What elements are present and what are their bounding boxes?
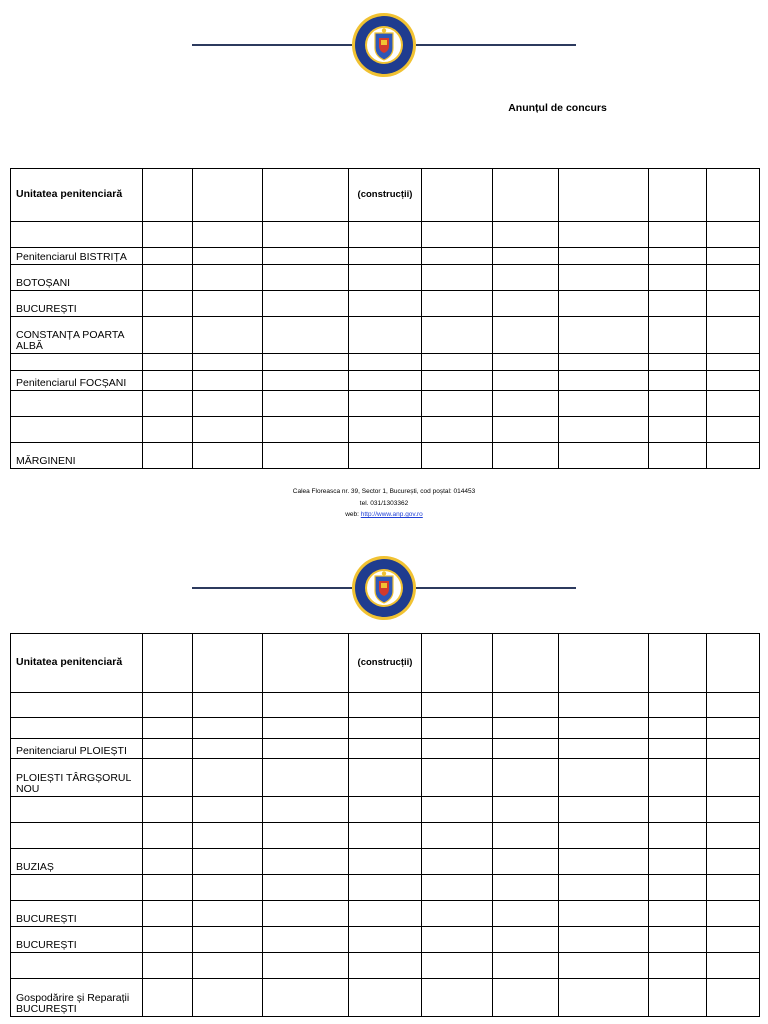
table-cell <box>649 317 707 354</box>
table-cell <box>193 823 263 849</box>
table-cell <box>193 739 263 759</box>
table-cell <box>559 927 649 953</box>
table-cell <box>422 222 493 248</box>
table-cell <box>263 849 349 875</box>
header-cell <box>263 634 349 693</box>
table-cell <box>143 248 193 265</box>
table-row <box>11 417 760 443</box>
table-cell <box>707 354 760 371</box>
table-row <box>11 371 760 391</box>
header-construction: (construcții) <box>349 634 422 693</box>
table-cell <box>193 927 263 953</box>
table-cell <box>649 291 707 317</box>
table-cell <box>559 739 649 759</box>
table-cell <box>559 718 649 739</box>
table-cell <box>193 875 263 901</box>
table-cell <box>493 979 559 1017</box>
table-cell <box>422 797 493 823</box>
footer-phone: tel. 031/1303362 <box>359 499 409 507</box>
table-cell <box>349 739 422 759</box>
header-cell <box>649 634 707 693</box>
table-cell <box>349 979 422 1017</box>
header-cell <box>707 634 760 693</box>
announcement-title: Anunțul de concurs <box>508 102 607 114</box>
table-row <box>11 849 760 875</box>
unit-cell <box>11 797 143 823</box>
table-cell <box>493 739 559 759</box>
table-cell <box>422 371 493 391</box>
table-header-row <box>11 169 760 222</box>
table-cell <box>143 739 193 759</box>
table-cell <box>559 354 649 371</box>
table-cell <box>193 317 263 354</box>
unit-cell: BUCUREȘTI <box>11 901 143 927</box>
table-cell <box>193 759 263 797</box>
table-cell <box>422 317 493 354</box>
table-cell <box>263 797 349 823</box>
table-cell <box>707 291 760 317</box>
table-cell <box>422 875 493 901</box>
table-cell <box>493 759 559 797</box>
table-cell <box>349 265 422 291</box>
table-cell <box>493 953 559 979</box>
table-cell <box>707 979 760 1017</box>
table-cell <box>559 953 649 979</box>
table-cell <box>707 953 760 979</box>
table-row <box>11 875 760 901</box>
ministry-seal-icon <box>351 555 417 621</box>
table-cell <box>349 693 422 718</box>
table-cell <box>263 317 349 354</box>
table-cell <box>422 901 493 927</box>
table-cell <box>422 759 493 797</box>
table-cell <box>707 927 760 953</box>
table-cell <box>349 901 422 927</box>
table-cell <box>649 953 707 979</box>
header-cell <box>143 169 193 222</box>
table-cell <box>193 248 263 265</box>
table-cell <box>493 265 559 291</box>
table-cell <box>263 354 349 371</box>
table-cell <box>349 953 422 979</box>
table-cell <box>649 759 707 797</box>
table-cell <box>649 248 707 265</box>
header-rule-right-2 <box>416 587 576 589</box>
table-cell <box>493 222 559 248</box>
table-row <box>11 354 760 371</box>
table-cell <box>559 391 649 417</box>
table-cell <box>193 797 263 823</box>
table-cell <box>422 849 493 875</box>
table-cell <box>422 248 493 265</box>
header-cell <box>422 169 493 222</box>
header-cell <box>193 169 263 222</box>
unit-cell: Penitenciarul FOCȘANI <box>11 371 143 391</box>
unit-cell: BUCUREȘTI <box>11 927 143 953</box>
table-cell <box>349 823 422 849</box>
unit-cell: Penitenciarul BISTRIȚA <box>11 248 143 265</box>
table-cell <box>559 443 649 469</box>
unit-cell <box>11 718 143 739</box>
table-row <box>11 797 760 823</box>
table-cell <box>707 417 760 443</box>
table-row <box>11 222 760 248</box>
table-cell <box>193 391 263 417</box>
table-cell <box>143 875 193 901</box>
table-cell <box>649 875 707 901</box>
table-cell <box>263 693 349 718</box>
positions-table-1 <box>10 168 760 469</box>
table-row <box>11 265 760 291</box>
table-cell <box>559 265 649 291</box>
table-cell <box>263 875 349 901</box>
table-cell <box>493 823 559 849</box>
table-cell <box>707 317 760 354</box>
table-cell <box>349 317 422 354</box>
header-cell <box>559 169 649 222</box>
table-row <box>11 443 760 469</box>
table-cell <box>263 739 349 759</box>
table-cell <box>349 371 422 391</box>
table-cell <box>649 417 707 443</box>
table-row <box>11 927 760 953</box>
table-cell <box>559 222 649 248</box>
table-cell <box>143 317 193 354</box>
table-cell <box>193 291 263 317</box>
table-body <box>11 634 760 1017</box>
table-cell <box>649 693 707 718</box>
table-cell <box>263 265 349 291</box>
table-body <box>11 169 760 469</box>
table-cell <box>422 354 493 371</box>
table-cell <box>649 391 707 417</box>
table-cell <box>193 417 263 443</box>
table-cell <box>559 849 649 875</box>
table-cell <box>193 443 263 469</box>
table-cell <box>707 739 760 759</box>
table-cell <box>193 265 263 291</box>
table-cell <box>193 979 263 1017</box>
table-cell <box>193 371 263 391</box>
table-cell <box>649 739 707 759</box>
table-cell <box>143 823 193 849</box>
table-cell <box>263 222 349 248</box>
table-row <box>11 391 760 417</box>
table-cell <box>707 222 760 248</box>
header-unit: Unitatea penitenciară <box>11 169 143 222</box>
table-cell <box>422 391 493 417</box>
table-cell <box>649 979 707 1017</box>
table-cell <box>493 875 559 901</box>
unit-cell <box>11 354 143 371</box>
table-cell <box>559 371 649 391</box>
table-cell <box>143 354 193 371</box>
table-cell <box>143 693 193 718</box>
table-cell <box>559 317 649 354</box>
table-cell <box>349 222 422 248</box>
table-cell <box>707 693 760 718</box>
table-row <box>11 317 760 354</box>
table-cell <box>263 391 349 417</box>
table-cell <box>349 354 422 371</box>
table-cell <box>707 443 760 469</box>
unit-cell: Penitenciarul PLOIEȘTI <box>11 739 143 759</box>
table-cell <box>493 849 559 875</box>
table-cell <box>559 417 649 443</box>
table-cell <box>493 901 559 927</box>
table-cell <box>649 354 707 371</box>
table-cell <box>349 759 422 797</box>
table-cell <box>559 823 649 849</box>
table-cell <box>649 443 707 469</box>
footer-web-label: web: <box>345 511 361 518</box>
table-cell <box>193 693 263 718</box>
header-cell <box>422 634 493 693</box>
table-cell <box>707 901 760 927</box>
header-rule-left <box>192 44 352 46</box>
header-cell <box>493 169 559 222</box>
table-cell <box>263 443 349 469</box>
unit-cell: BOTOȘANI <box>11 265 143 291</box>
table-cell <box>193 849 263 875</box>
table-cell <box>707 875 760 901</box>
table-cell <box>649 265 707 291</box>
table-cell <box>422 739 493 759</box>
table-cell <box>422 265 493 291</box>
table-cell <box>707 391 760 417</box>
table-row <box>11 718 760 739</box>
table-cell <box>263 953 349 979</box>
table-cell <box>193 718 263 739</box>
table-cell <box>422 718 493 739</box>
header-unit: Unitatea penitenciară <box>11 634 143 693</box>
header-construction: (construcții) <box>349 169 422 222</box>
table-cell <box>707 371 760 391</box>
table-cell <box>493 391 559 417</box>
table-cell <box>422 927 493 953</box>
header-cell <box>263 169 349 222</box>
unit-cell: BUZIAȘ <box>11 849 143 875</box>
table-cell <box>649 927 707 953</box>
table-cell <box>559 291 649 317</box>
table-cell <box>559 248 649 265</box>
table-cell <box>649 823 707 849</box>
table-cell <box>143 222 193 248</box>
table-cell <box>559 759 649 797</box>
table-cell <box>707 823 760 849</box>
ministry-seal-icon <box>351 12 417 78</box>
table-cell <box>707 797 760 823</box>
table-cell <box>649 222 707 248</box>
table-cell <box>263 979 349 1017</box>
header-cell <box>493 634 559 693</box>
table-row <box>11 739 760 759</box>
table-row <box>11 823 760 849</box>
footer-web-link[interactable]: http://www.anp.gov.ro <box>360 511 423 518</box>
positions-table-2 <box>10 633 760 1017</box>
table-cell <box>649 901 707 927</box>
table-cell <box>559 979 649 1017</box>
table-cell <box>143 927 193 953</box>
table-cell <box>143 265 193 291</box>
table-cell <box>143 417 193 443</box>
table-cell <box>263 823 349 849</box>
table-cell <box>143 953 193 979</box>
footer-web <box>200 509 568 521</box>
table-cell <box>193 953 263 979</box>
page-footer <box>200 486 568 521</box>
table-cell <box>649 849 707 875</box>
table-cell <box>493 354 559 371</box>
table-cell <box>559 693 649 718</box>
header-cell <box>193 634 263 693</box>
table-cell <box>707 849 760 875</box>
table-cell <box>422 979 493 1017</box>
table-cell <box>349 391 422 417</box>
table-cell <box>559 875 649 901</box>
table-cell <box>143 849 193 875</box>
table-cell <box>422 291 493 317</box>
table-cell <box>493 291 559 317</box>
table-cell <box>143 901 193 927</box>
header-cell <box>143 634 193 693</box>
table-cell <box>493 417 559 443</box>
table-cell <box>263 371 349 391</box>
table-cell <box>707 248 760 265</box>
table-cell <box>143 443 193 469</box>
unit-cell: MĂRGINENI <box>11 443 143 469</box>
table-cell <box>193 901 263 927</box>
table-cell <box>422 823 493 849</box>
table-cell <box>493 718 559 739</box>
table-cell <box>263 901 349 927</box>
table-cell <box>422 693 493 718</box>
table-cell <box>349 797 422 823</box>
table-cell <box>422 953 493 979</box>
table-row <box>11 901 760 927</box>
footer-address: Calea Floreasca nr. 39, Sector 1, București, cod poștal: 014453 <box>292 488 476 495</box>
unit-cell <box>11 953 143 979</box>
table-cell <box>493 443 559 469</box>
table-cell <box>193 222 263 248</box>
table-cell <box>263 291 349 317</box>
table-cell <box>143 391 193 417</box>
table-row <box>11 291 760 317</box>
table-cell <box>707 265 760 291</box>
table-cell <box>263 927 349 953</box>
table-row <box>11 759 760 797</box>
table-cell <box>707 718 760 739</box>
unit-cell <box>11 417 143 443</box>
table-cell <box>493 248 559 265</box>
table-cell <box>559 797 649 823</box>
unit-cell: Gospodărire și Reparații BUCUREȘTI <box>11 979 143 1017</box>
table-cell <box>649 371 707 391</box>
table-cell <box>422 443 493 469</box>
unit-cell <box>11 875 143 901</box>
header-cell <box>707 169 760 222</box>
unit-cell <box>11 823 143 849</box>
table-cell <box>349 291 422 317</box>
unit-cell <box>11 693 143 718</box>
table-cell <box>143 718 193 739</box>
unit-cell: PLOIEȘTI TÂRGȘORUL NOU <box>11 759 143 797</box>
table-cell <box>143 797 193 823</box>
table-cell <box>143 371 193 391</box>
table-cell <box>349 875 422 901</box>
table-cell <box>349 849 422 875</box>
table-cell <box>493 927 559 953</box>
table-cell <box>707 759 760 797</box>
table-header-row <box>11 634 760 693</box>
table-cell <box>143 979 193 1017</box>
table-cell <box>349 248 422 265</box>
table-cell <box>263 759 349 797</box>
table-cell <box>649 797 707 823</box>
table-cell <box>649 718 707 739</box>
unit-cell <box>11 391 143 417</box>
table-cell <box>349 927 422 953</box>
table-cell <box>493 317 559 354</box>
table-cell <box>349 443 422 469</box>
table-cell <box>493 371 559 391</box>
header-rule-left-2 <box>192 587 352 589</box>
table-cell <box>422 417 493 443</box>
table-cell <box>143 291 193 317</box>
table-row <box>11 979 760 1017</box>
table-cell <box>559 901 649 927</box>
table-row <box>11 953 760 979</box>
unit-cell: CONSTANȚA POARTA ALBĂ <box>11 317 143 354</box>
table-cell <box>349 417 422 443</box>
header-rule-right <box>416 44 576 46</box>
header-cell <box>559 634 649 693</box>
table-row <box>11 248 760 265</box>
table-cell <box>143 759 193 797</box>
table-cell <box>493 797 559 823</box>
unit-cell <box>11 222 143 248</box>
table-row <box>11 693 760 718</box>
table-cell <box>493 693 559 718</box>
table-cell <box>349 718 422 739</box>
table-cell <box>263 718 349 739</box>
unit-cell: BUCUREȘTI <box>11 291 143 317</box>
table-cell <box>193 354 263 371</box>
header-cell <box>649 169 707 222</box>
table-cell <box>263 248 349 265</box>
table-cell <box>263 417 349 443</box>
